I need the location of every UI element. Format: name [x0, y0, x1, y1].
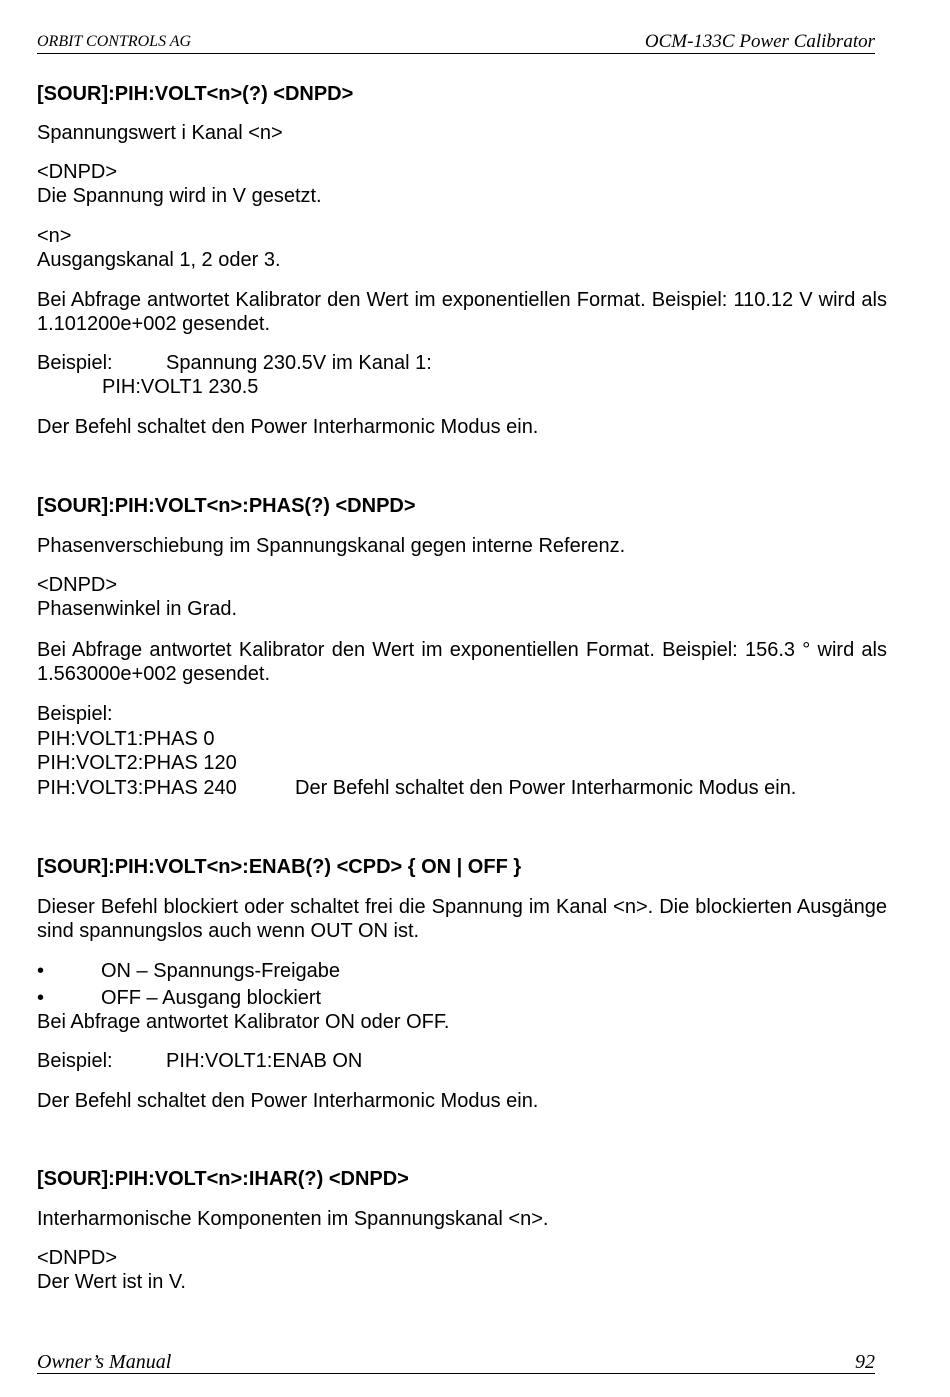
s1-param2-desc: Ausgangskanal 1, 2 oder 3. — [37, 249, 281, 271]
s2-param1-name: <DNPD> — [37, 574, 118, 596]
page-footer — [37, 1351, 875, 1374]
s3-heading: [SOUR]:PIH:VOLT<n>:ENAB(?) <CPD> { ON | OFF } — [37, 856, 522, 878]
s2-command-2: PIH:VOLT2:PHAS 120 — [37, 752, 237, 774]
s3-query-text: Bei Abfrage antwortet Kalibrator ON oder OFF. — [37, 1011, 450, 1033]
s1-example-command: PIH:VOLT1 230.5 — [102, 376, 259, 398]
s1-query-text: Bei Abfrage antwortet Kalibrator den Wert im exponentiellen Format. Beispiel: 110.12 V wird als 1.101200e+002 gesendet. — [37, 289, 887, 335]
s4-heading: [SOUR]:PIH:VOLT<n>:IHAR(?) <DNPD> — [37, 1168, 409, 1190]
s2-mode-note: Der Befehl schaltet den Power Interharmonic Modus ein. — [295, 777, 797, 799]
header-product: OCM-133C Power Calibrator — [644, 31, 875, 52]
s1-example-text: Spannung 230.5V im Kanal 1: — [166, 352, 432, 374]
s4-param1-desc: Der Wert ist in V. — [37, 1271, 186, 1293]
s4-description: Interharmonische Komponenten im Spannungskanal <n>. — [37, 1208, 549, 1230]
s1-description: Spannungswert i Kanal <n> — [37, 122, 283, 144]
s2-command-3: PIH:VOLT3:PHAS 240 — [37, 777, 237, 799]
s1-param1-name: <DNPD> — [37, 161, 118, 183]
s4-param1-name: <DNPD> — [37, 1247, 118, 1269]
s2-example-label: Beispiel: — [37, 703, 113, 725]
s3-bullet-2-mark: • — [37, 987, 45, 1009]
s1-param1-desc: Die Spannung wird in V gesetzt. — [37, 185, 322, 207]
s3-example-command: PIH:VOLT1:ENAB ON — [166, 1050, 363, 1072]
s2-param1-desc: Phasenwinkel in Grad. — [37, 598, 238, 620]
s3-description: Dieser Befehl blockiert oder schaltet frei die Spannung im Kanal <n>. Die blockierten Ausgänge sind spannungslos auch wenn OUT ON ist. — [37, 896, 887, 942]
header-company: ORBIT CONTROLS AG — [37, 33, 192, 50]
footer-manual-title: Owner’s Manual — [37, 1351, 172, 1373]
s1-mode-note: Der Befehl schaltet den Power Interharmonic Modus ein. — [37, 416, 539, 438]
s3-mode-note: Der Befehl schaltet den Power Interharmonic Modus ein. — [37, 1090, 539, 1112]
page-header — [37, 31, 875, 54]
page-number: 92 — [855, 1351, 875, 1373]
s1-heading: [SOUR]:PIH:VOLT<n>(?) <DNPD> — [37, 83, 354, 105]
s2-query-text: Bei Abfrage antwortet Kalibrator den Wert im exponentiellen Format. Beispiel: 156.3 ° wird als 1.563000e+002 gesendet. — [37, 639, 887, 685]
s2-heading: [SOUR]:PIH:VOLT<n>:PHAS(?) <DNPD> — [37, 495, 416, 517]
s2-command-1: PIH:VOLT1:PHAS 0 — [37, 728, 215, 750]
s3-bullet-2-text: OFF – Ausgang blockiert — [101, 987, 322, 1009]
s1-param2-name: <n> — [37, 225, 72, 247]
s1-example-label: Beispiel: — [37, 352, 113, 374]
s3-example-label: Beispiel: — [37, 1050, 113, 1072]
s3-bullet-1-mark: • — [37, 960, 45, 982]
s3-bullet-1-text: ON – Spannungs-Freigabe — [101, 960, 341, 982]
s2-description: Phasenverschiebung im Spannungskanal gegen interne Referenz. — [37, 535, 626, 557]
